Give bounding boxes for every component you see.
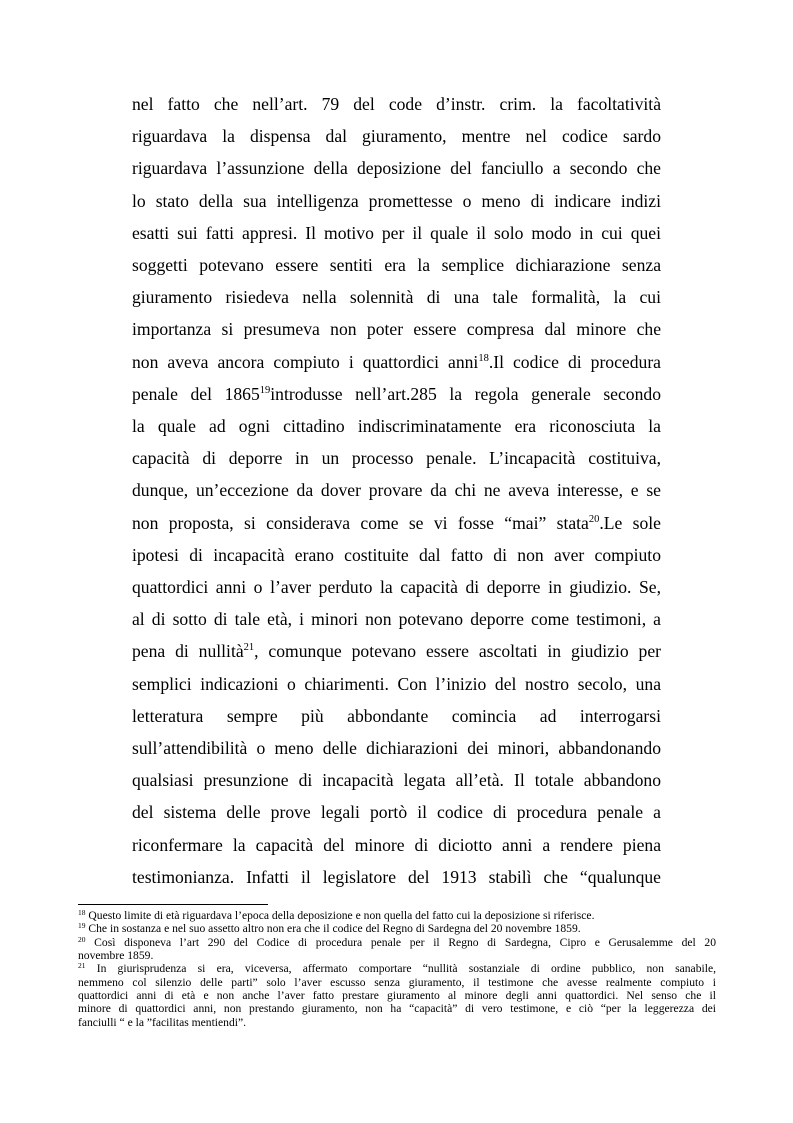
body-line: letteratura sempre più abbondante comincia ad interrogarsi — [132, 705, 661, 726]
body-line: esatti sui fatti appresi. Il motivo per il quale il solo modo in cui quei — [132, 222, 661, 243]
footnote-text: fanciulli “ e la ”facilitas mentiendi”. — [78, 1015, 247, 1029]
footnote-text: In giurisprudenza si era, viceversa, affermato comportare “nullità sostanziale di ordine pubblico, non sanabile, — [85, 962, 716, 976]
footnote-text: minore di quattordici anni, non prestando giuramento, non ha “capacità” di vero testimone, e ciò “per la leggerezza dei — [78, 1002, 716, 1016]
body-line: quattordici anni o l’aver perduto la capacità di deporre in giudizio. Se, — [132, 577, 661, 597]
body-text-segment: penale del 1865 — [132, 383, 260, 404]
body-line: testimonianza. Infatti il legislatore del 1913 stabilì che “qualunque — [132, 866, 661, 887]
body-text-segment: introdusse nell’art.285 la regola generale secondo — [270, 383, 661, 404]
footnote-text: Così disponeva l’art 290 del Codice di procedura penale per il Regno di Sardegna, Cipro e Gerusalemme del 20 — [85, 935, 716, 949]
body-line: soggetti potevano essere sentiti era la semplice dichiarazione senza — [132, 255, 661, 275]
footnote-number: 21 — [78, 961, 86, 971]
footnote-number: 19 — [78, 921, 86, 931]
body-line: sull’attendibilità o meno delle dichiarazioni dei minori, abbandonando — [132, 738, 661, 758]
body-line: semplici indicazioni o chiarimenti. Con l’inizio del nostro secolo, una — [132, 673, 661, 694]
body-line — [132, 384, 661, 405]
body-line: riguardava l’assunzione della deposizione del fanciullo a secondo che — [132, 158, 661, 179]
body-line: riguardava la dispensa dal giuramento, mentre nel codice sardo — [132, 126, 661, 147]
body-text-segment: .Le sole — [599, 512, 661, 533]
body-text-segment: pena di nullità — [132, 641, 244, 662]
body-text-segment: , comunque potevano essere ascoltati in giudizio per — [254, 641, 661, 662]
body-line: importanza si presumeva non poter essere compresa dal minore che — [132, 319, 661, 340]
footnote-text: novembre 1859. — [78, 949, 154, 963]
footnote-text: nemmeno col silenzio delle parti” solo l’aver escusso senza giuramento, il testimone che avesse realmente compiuto i — [78, 975, 716, 989]
body-line — [132, 513, 661, 534]
body-line: ipotesi di incapacità erano costituite dal fatto di non aver compiuto — [132, 544, 661, 565]
body-line: nel fatto che nell’art. 79 del code d’instr. crim. la facoltatività — [132, 94, 661, 114]
footnote-number: 18 — [78, 908, 86, 917]
footnote — [78, 962, 716, 975]
body-line: la quale ad ogni cittadino indiscriminatamente era riconosciuta la — [132, 416, 661, 436]
body-line: al di sotto di tale età, i minori non potevano deporre come testimoni, a — [132, 609, 661, 630]
body-line — [132, 641, 661, 662]
footnote-continuation — [78, 1016, 716, 1029]
body-line: qualsiasi presunzione di incapacità legata all’età. Il totale abbandono — [132, 770, 661, 791]
footnote — [78, 909, 716, 922]
body-line: lo stato della sua intelligenza promettesse o meno di indicare indizi — [132, 190, 661, 211]
body-line: giuramento risiedeva nella solennità di una tale formalità, la cui — [132, 287, 661, 308]
footnote-reference: 19 — [259, 384, 271, 396]
body-line: riconfermare la capacità del minore di diciotto anni a rendere piena — [132, 834, 661, 855]
body-line — [132, 352, 661, 373]
body-line: del sistema delle prove legali portò il codice di procedura penale a — [132, 802, 661, 823]
footnote-reference: 21 — [243, 642, 255, 654]
body-line: capacità di deporre in un processo penale. L’incapacità costituiva, — [132, 448, 661, 469]
footnote-text: Che in sostanza e nel suo assetto altro non era che il codice del Regno di Sardegna del 20 novembre 1859. — [85, 922, 581, 936]
body-line: dunque, un’eccezione da dover provare da chi ne aveva interesse, e se — [132, 480, 661, 501]
footnote-continuation — [78, 1002, 716, 1015]
footnote-separator — [78, 904, 268, 905]
footnote-number: 20 — [78, 934, 86, 944]
footnote-reference: 18 — [478, 352, 489, 364]
footnote-text: quattordici anni di età e non anche l’aver fatto prestare giuramento al minore degli anni quattordici. Nel senso che il — [78, 989, 716, 1003]
footnote-continuation — [78, 976, 716, 989]
footnote-text: Questo limite di età riguardava l’epoca della deposizione e non quella del fatto cui la deposizione si riferisce. — [85, 909, 595, 922]
body-text-segment: .Il codice di procedura — [488, 351, 661, 372]
body-text-segment: non aveva ancora compiuto i quattordici anni — [132, 351, 479, 372]
footnote-continuation — [78, 949, 716, 962]
footnote-continuation — [78, 989, 716, 1002]
footnote-reference: 20 — [588, 513, 600, 525]
footnote — [78, 922, 716, 935]
footnote — [78, 936, 716, 949]
body-text-segment: non proposta, si considerava come se vi fosse “mai” stata — [132, 512, 589, 533]
